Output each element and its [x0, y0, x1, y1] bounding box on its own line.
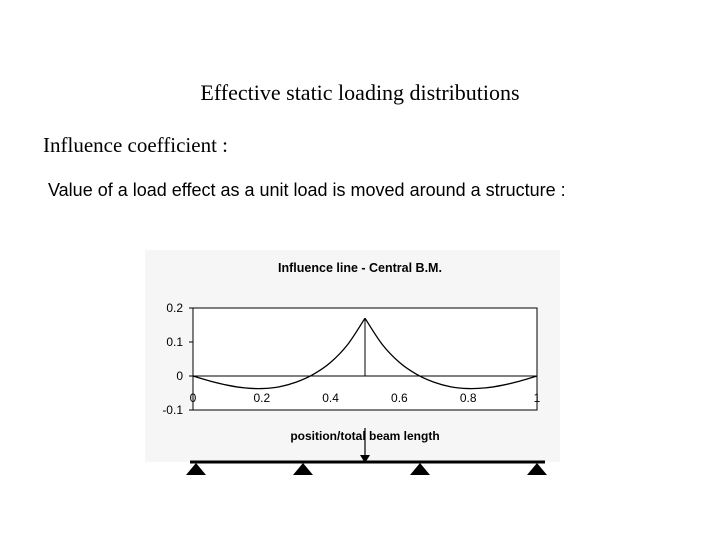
x-tick-label: 0.4	[322, 391, 339, 405]
chart-title: Influence line - Central B.M.	[278, 261, 442, 275]
slide-subtitle: Influence coefficient :	[43, 133, 229, 157]
support-3-icon	[410, 463, 430, 475]
x-tick-label: 0	[189, 391, 197, 405]
x-tick-label: 1	[533, 391, 541, 405]
x-tick-label: 0.6	[391, 391, 408, 405]
x-axis-label: position/total beam length	[290, 429, 440, 443]
y-tick-label: 0.1	[166, 335, 183, 349]
x-tick-label: 0.2	[253, 391, 271, 405]
x-tick-label: 0.8	[459, 391, 477, 405]
y-tick-label: -0.1	[162, 403, 183, 417]
y-tick-label: 0	[176, 369, 183, 383]
slide-title: Effective static loading distributions	[200, 80, 520, 105]
support-1-icon	[186, 463, 206, 475]
y-tick-label: 0.2	[166, 301, 183, 315]
slide-description: Value of a load effect as a unit load is moved around a structure :	[48, 180, 566, 200]
support-4-icon	[527, 463, 547, 475]
support-2-icon	[293, 463, 313, 475]
